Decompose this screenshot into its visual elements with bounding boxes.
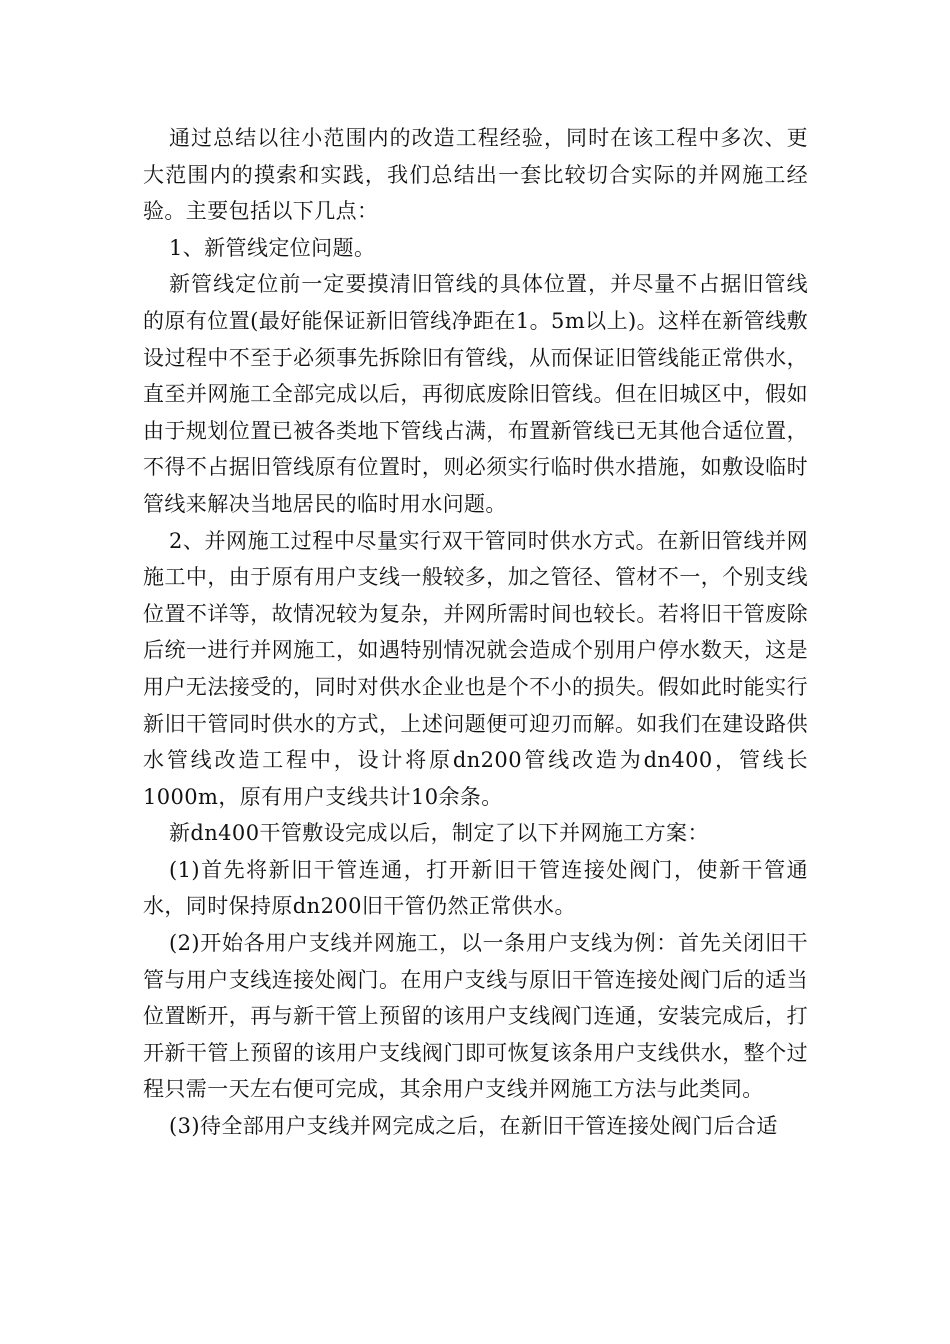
paragraph-pipe-positioning: 新管线定位前一定要摸清旧管线的具体位置，并尽量不占据旧管线的原有位置(最好能保证新旧管线净距在1。5m以上)。这样在新管线敷设过程中不至于必须事先拆除旧有管线，从而保证旧管线能正常供水，直至并网施工全部完成以后，再彻底废除旧管线。但在旧城区中，假如由于规划位置已被各类地下管线占满，布置新管线已无其他合适位置，不得不占据旧管线原有位置时，则必须实行临时供水措施，如敷设临时管线来解决当地居民的临时用水问题。	[143, 272, 808, 516]
paragraph-heading-1: 1、新管线定位问题。	[169, 235, 376, 260]
paragraph-step-2: (2)开始各用户支线并网施工，以一条用户支线为例：首先关闭旧干管与用户支线连接处阀门。在用户支线与原旧干管连接处阀门后的适当位置断开，再与新干管上预留的该用户支线阀门连通，安装完成后，打开新干管上预留的该用户支线阀门即可恢复该条用户支线供水，整个过程只需一天左右便可完成，其余用户支线并网施工方法与此类同。	[143, 931, 808, 1102]
paragraph-intro: 通过总结以往小范围内的改造工程经验，同时在该工程中多次、更大范围内的摸索和实践，我们总结出一套比较切合实际的并网施工经验。主要包括以下几点：	[143, 126, 808, 224]
paragraph-plan-intro: 新dn400干管敷设完成以后，制定了以下并网施工方案：	[169, 821, 709, 846]
paragraph-step-3: (3)待全部用户支线并网完成之后，在新旧干管连接处阀门后合适	[169, 1114, 778, 1139]
paragraph-step-1: (1)首先将新旧干管连通，打开新旧干管连接处阀门，使新干管通水，同时保持原dn200旧干管仍然正常供水。	[143, 857, 808, 919]
document-body	[143, 120, 808, 1145]
paragraph-heading-2: 2、并网施工过程中尽量实行双干管同时供水方式。在新旧管线并网施工中，由于原有用户支线一般较多，加之管径、管材不一，个别支线位置不详等，故情况较为复杂，并网所需时间也较长。若将旧干管废除后统一进行并网施工，如遇特别情况就会造成个别用户停水数天，这是用户无法接受的，同时对供水企业也是个不小的损失。假如此时能实行新旧干管同时供水的方式，上述问题便可迎刃而解。如我们在建设路供水管线改造工程中，设计将原dn200管线改造为dn400，管线长1000m，原有用户支线共计10余条。	[143, 528, 808, 809]
